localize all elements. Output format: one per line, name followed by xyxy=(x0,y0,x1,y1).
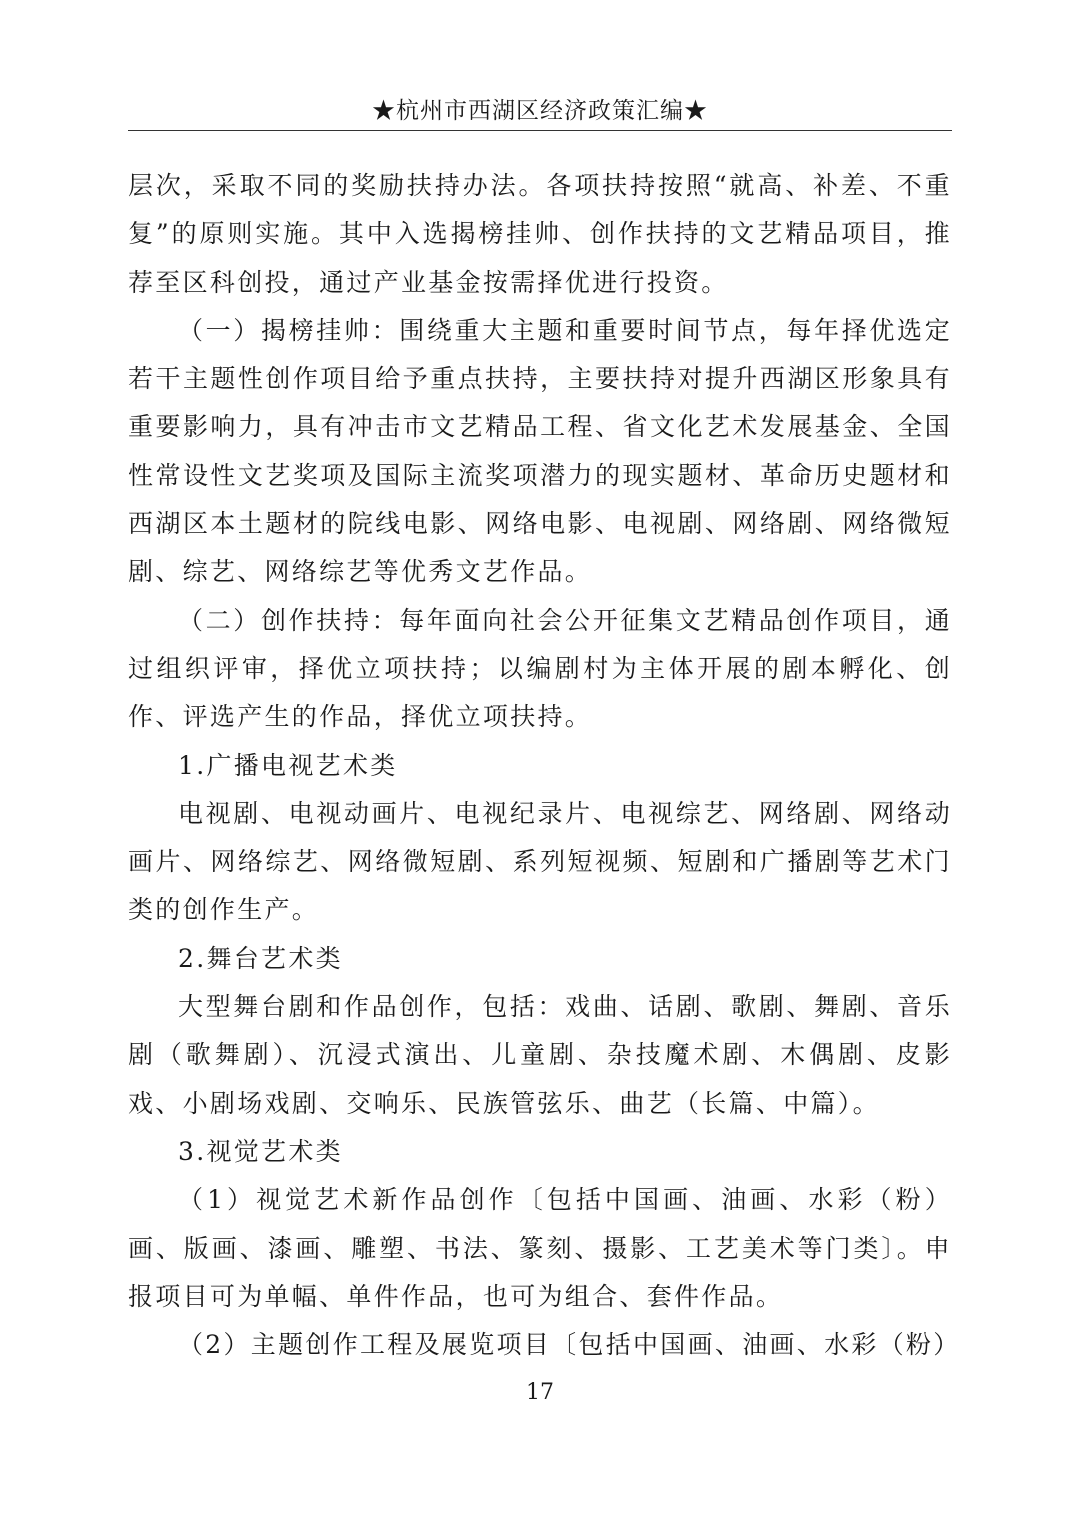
paragraph: 电视剧、电视动画片、电视纪录片、电视综艺、网络剧、网络动画片、网络综艺、网络微短剧、系列短视频、短剧和广播剧等艺术门类的创作生产。 xyxy=(128,798,952,925)
running-header: ★杭州市西湖区经济政策汇编★ xyxy=(372,98,708,124)
section-heading: 3.视觉艺术类 xyxy=(178,1136,343,1166)
paragraph: 层次，采取不同的奖励扶持办法。各项扶持按照“就高、补差、不重复”的原则实施。其中入选揭榜挂帅、创作扶持的文艺精品项目，推荐至区科创投，通过产业基金按需择优进行投资。 xyxy=(128,171,952,297)
section-heading: 2.舞台艺术类 xyxy=(178,943,343,973)
section-heading: 1.广播电视艺术类 xyxy=(178,750,398,780)
header-divider xyxy=(128,130,952,131)
paragraph: 大型舞台剧和作品创作，包括：戏曲、话剧、歌剧、舞剧、音乐剧（歌舞剧）、沉浸式演出、儿童剧、杂技魔术剧、木偶剧、皮影戏、小剧场戏剧、交响乐、民族管弦乐、曲艺（长篇、中篇）。 xyxy=(128,992,952,1118)
page-number: 17 xyxy=(526,1380,554,1405)
body-text xyxy=(128,162,961,1369)
paragraph: （二）创作扶持：每年面向社会公开征集文艺精品创作项目，通过组织评审，择优立项扶持；以编剧村为主体开展的剧本孵化、创作、评选产生的作品，择优立项扶持。 xyxy=(128,605,952,732)
paragraph: （1）视觉艺术新作品创作〔包括中国画、油画、水彩（粉）画、版画、漆画、雕塑、书法、篆刻、摄影、工艺美术等门类〕。申报项目可为单幅、单件作品，也可为组合、套件作品。 xyxy=(128,1185,952,1311)
paragraph: （2）主题创作工程及展览项目〔包括中国画、油画、水彩（粉） xyxy=(178,1330,961,1360)
paragraph: （一）揭榜挂帅：围绕重大主题和重要时间节点，每年择优选定若干主题性创作项目给予重点扶持，主要扶持对提升西湖区形象具有重要影响力，具有冲击市文艺精品工程、省文化艺术发展基金、全国性常设性文艺奖项及国际主流奖项潜力的现实题材、革命历史题材和西湖区本土题材的院线电影、网络电影、电视剧、网络剧、网络微短剧、综艺、网络综艺等优秀文艺作品。 xyxy=(128,315,952,587)
